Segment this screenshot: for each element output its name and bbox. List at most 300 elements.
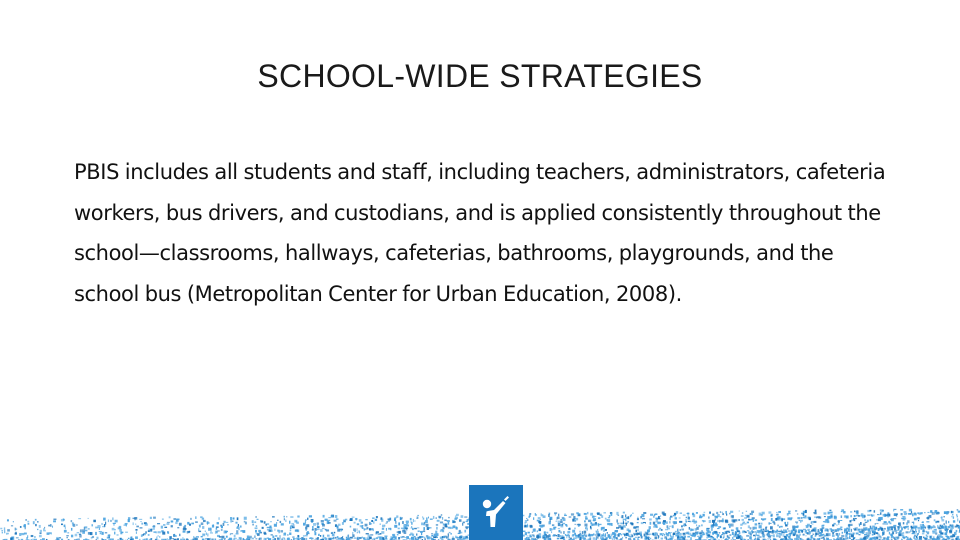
band-speck bbox=[888, 514, 889, 517]
band-speck bbox=[876, 523, 878, 524]
band-speck bbox=[904, 511, 907, 512]
band-speck bbox=[317, 525, 318, 527]
band-speck bbox=[173, 518, 176, 520]
band-speck bbox=[708, 536, 709, 538]
band-speck bbox=[77, 532, 79, 533]
band-speck bbox=[113, 523, 116, 524]
band-speck bbox=[760, 523, 762, 525]
band-speck bbox=[193, 536, 194, 538]
band-speck bbox=[556, 535, 557, 536]
band-speck bbox=[759, 530, 761, 532]
band-speck bbox=[252, 524, 253, 526]
band-speck bbox=[359, 519, 362, 522]
band-speck bbox=[217, 522, 219, 524]
band-speck bbox=[66, 535, 69, 536]
band-speck bbox=[779, 536, 781, 538]
band-speck bbox=[795, 530, 797, 533]
band-speck bbox=[595, 522, 597, 525]
band-speck bbox=[685, 521, 687, 523]
band-speck bbox=[389, 518, 391, 521]
band-speck bbox=[661, 529, 663, 531]
band-speck bbox=[632, 513, 633, 514]
band-speck bbox=[303, 535, 305, 536]
band-speck bbox=[748, 519, 750, 521]
band-speck bbox=[444, 520, 446, 521]
band-speck bbox=[101, 532, 103, 535]
band-speck bbox=[79, 535, 81, 538]
band-speck bbox=[814, 527, 817, 530]
band-speck bbox=[403, 530, 406, 531]
band-speck bbox=[702, 532, 704, 533]
band-speck bbox=[814, 521, 817, 523]
band-speck bbox=[162, 518, 164, 519]
band-speck bbox=[63, 519, 65, 521]
band-speck bbox=[252, 520, 254, 523]
band-speck bbox=[714, 531, 717, 533]
band-speck bbox=[565, 525, 567, 527]
band-speck bbox=[648, 537, 650, 538]
band-speck bbox=[442, 530, 444, 532]
band-speck bbox=[848, 529, 851, 532]
band-speck bbox=[872, 514, 874, 516]
band-speck bbox=[816, 533, 819, 534]
band-speck bbox=[768, 511, 771, 513]
band-speck bbox=[385, 537, 386, 539]
band-speck bbox=[786, 534, 789, 537]
band-speck bbox=[878, 528, 880, 531]
band-speck bbox=[844, 515, 846, 517]
band-speck bbox=[598, 524, 599, 527]
band-speck bbox=[175, 522, 177, 524]
band-speck bbox=[546, 532, 548, 534]
band-speck bbox=[597, 512, 600, 514]
band-speck bbox=[827, 520, 830, 523]
band-speck bbox=[696, 512, 698, 514]
band-speck bbox=[673, 515, 676, 516]
band-speck bbox=[321, 520, 324, 522]
band-speck bbox=[436, 517, 437, 519]
band-speck bbox=[150, 538, 152, 540]
band-speck bbox=[660, 533, 663, 535]
band-speck bbox=[949, 531, 952, 534]
band-speck bbox=[824, 516, 826, 517]
band-speck bbox=[706, 537, 707, 538]
band-speck bbox=[312, 529, 314, 530]
band-speck bbox=[862, 530, 865, 533]
band-speck bbox=[217, 530, 219, 531]
band-speck bbox=[803, 515, 804, 516]
band-speck bbox=[829, 512, 832, 513]
band-speck bbox=[897, 536, 899, 538]
band-speck bbox=[254, 535, 255, 538]
band-speck bbox=[352, 517, 355, 518]
band-speck bbox=[525, 532, 527, 535]
band-speck bbox=[856, 527, 858, 528]
band-speck bbox=[102, 526, 105, 527]
band-speck bbox=[135, 529, 137, 531]
band-speck bbox=[462, 523, 463, 526]
band-speck bbox=[921, 527, 924, 529]
band-speck bbox=[314, 532, 316, 535]
band-speck bbox=[798, 529, 799, 531]
band-speck bbox=[930, 515, 932, 518]
band-speck bbox=[456, 514, 459, 516]
band-speck bbox=[772, 530, 774, 533]
band-speck bbox=[918, 530, 920, 533]
band-speck bbox=[731, 524, 734, 527]
band-speck bbox=[621, 515, 623, 518]
band-speck bbox=[537, 530, 538, 532]
band-speck bbox=[882, 530, 884, 533]
band-speck bbox=[864, 534, 867, 535]
band-speck bbox=[872, 534, 874, 536]
band-speck bbox=[270, 521, 272, 522]
band-speck bbox=[448, 517, 449, 518]
band-speck bbox=[381, 519, 383, 522]
band-speck bbox=[116, 534, 118, 535]
band-speck bbox=[630, 523, 633, 525]
band-speck bbox=[296, 522, 299, 524]
band-speck bbox=[357, 523, 359, 525]
band-speck bbox=[952, 514, 953, 515]
band-speck bbox=[583, 538, 586, 539]
band-speck bbox=[702, 514, 704, 517]
band-speck bbox=[423, 530, 425, 532]
band-speck bbox=[235, 522, 237, 524]
band-speck bbox=[85, 530, 88, 532]
band-speck bbox=[331, 538, 333, 540]
band-speck bbox=[745, 531, 747, 533]
band-speck bbox=[779, 526, 780, 528]
band-speck bbox=[565, 534, 566, 535]
band-speck bbox=[824, 535, 826, 537]
band-speck bbox=[7, 529, 10, 531]
band-speck bbox=[466, 526, 468, 529]
band-speck bbox=[923, 529, 924, 532]
band-speck bbox=[417, 527, 420, 528]
band-speck bbox=[775, 531, 777, 533]
band-speck bbox=[709, 520, 711, 523]
band-speck bbox=[112, 517, 113, 520]
band-speck bbox=[563, 531, 565, 534]
band-speck bbox=[795, 521, 798, 522]
band-speck bbox=[33, 521, 35, 524]
band-speck bbox=[943, 523, 945, 525]
band-speck bbox=[406, 525, 409, 527]
band-speck bbox=[578, 514, 580, 515]
band-speck bbox=[631, 535, 633, 538]
band-speck bbox=[595, 534, 598, 535]
band-speck bbox=[141, 534, 143, 537]
band-speck bbox=[252, 538, 254, 540]
slide-body-text: PBIS includes all students and staff, including teachers, administrators, cafeteria workers, bus drivers, and custodians, and is applied consistently throughout the school—classrooms, hallways, cafeterias, bathrooms, playgrounds, and the school bus (Metropolitan Center for Urban Education, 2008). bbox=[74, 160, 886, 306]
band-speck bbox=[951, 511, 952, 513]
band-speck bbox=[642, 518, 645, 519]
band-speck bbox=[954, 532, 957, 535]
band-speck bbox=[373, 521, 375, 523]
band-speck bbox=[219, 536, 222, 538]
band-speck bbox=[150, 517, 152, 519]
band-speck bbox=[394, 525, 397, 528]
band-speck bbox=[182, 537, 183, 538]
band-speck bbox=[230, 517, 232, 520]
band-speck bbox=[423, 527, 425, 530]
band-speck bbox=[552, 524, 554, 526]
band-speck bbox=[931, 526, 934, 528]
band-speck bbox=[460, 536, 462, 539]
band-speck bbox=[618, 525, 621, 528]
band-speck bbox=[442, 517, 443, 520]
band-speck bbox=[558, 530, 560, 533]
band-speck bbox=[350, 526, 352, 528]
band-speck bbox=[79, 534, 81, 535]
band-speck bbox=[720, 535, 722, 538]
band-speck bbox=[868, 528, 870, 529]
band-speck bbox=[807, 532, 809, 534]
band-speck bbox=[758, 523, 760, 525]
band-speck bbox=[930, 536, 931, 537]
band-speck bbox=[882, 523, 885, 524]
band-speck bbox=[742, 512, 743, 513]
band-speck bbox=[616, 512, 618, 515]
band-speck bbox=[256, 533, 258, 535]
band-speck bbox=[722, 513, 724, 515]
band-speck bbox=[161, 526, 163, 529]
band-speck bbox=[557, 538, 560, 540]
band-speck bbox=[723, 535, 724, 538]
band-speck bbox=[158, 531, 161, 533]
band-speck bbox=[48, 525, 50, 527]
band-speck bbox=[409, 534, 411, 536]
band-speck bbox=[713, 523, 714, 525]
band-speck bbox=[810, 525, 812, 528]
band-speck bbox=[664, 534, 665, 536]
band-speck bbox=[617, 523, 619, 525]
band-speck bbox=[879, 536, 882, 538]
band-speck bbox=[202, 533, 205, 536]
band-speck bbox=[819, 533, 821, 534]
band-speck bbox=[922, 522, 924, 523]
band-speck bbox=[174, 535, 177, 536]
band-speck bbox=[851, 529, 852, 532]
band-speck bbox=[115, 520, 118, 523]
band-speck bbox=[317, 522, 319, 524]
band-speck bbox=[414, 528, 417, 529]
band-speck bbox=[188, 531, 190, 533]
band-speck bbox=[392, 537, 393, 539]
band-speck bbox=[352, 534, 354, 537]
band-speck bbox=[898, 523, 901, 525]
band-speck bbox=[637, 522, 639, 523]
band-speck bbox=[643, 512, 646, 514]
band-speck bbox=[855, 518, 857, 519]
band-speck bbox=[635, 530, 636, 532]
band-speck bbox=[99, 528, 100, 530]
band-speck bbox=[354, 537, 357, 538]
band-speck bbox=[266, 523, 269, 524]
band-speck bbox=[777, 533, 780, 534]
band-speck bbox=[795, 510, 797, 511]
band-speck bbox=[198, 531, 201, 532]
band-speck bbox=[755, 523, 758, 525]
band-speck bbox=[838, 523, 839, 525]
band-speck bbox=[715, 518, 716, 520]
band-speck bbox=[392, 534, 395, 536]
band-speck bbox=[303, 523, 306, 526]
band-speck bbox=[39, 535, 42, 537]
band-speck bbox=[846, 516, 849, 519]
band-speck bbox=[937, 525, 938, 528]
band-speck bbox=[354, 530, 355, 532]
band-speck bbox=[683, 533, 685, 535]
band-speck bbox=[620, 523, 623, 525]
band-speck bbox=[207, 533, 208, 536]
band-speck bbox=[436, 527, 437, 530]
band-speck bbox=[653, 522, 655, 525]
band-speck bbox=[623, 519, 624, 522]
band-speck bbox=[851, 520, 853, 521]
band-speck bbox=[762, 512, 765, 515]
band-speck bbox=[573, 538, 576, 539]
band-speck bbox=[110, 520, 111, 522]
band-speck bbox=[884, 528, 886, 530]
band-speck bbox=[696, 527, 698, 530]
band-speck bbox=[550, 519, 551, 522]
band-speck bbox=[400, 537, 402, 538]
band-speck bbox=[801, 517, 802, 519]
band-speck bbox=[449, 532, 451, 533]
band-speck bbox=[831, 529, 833, 530]
band-speck bbox=[318, 529, 319, 530]
band-speck bbox=[4, 531, 5, 534]
band-speck bbox=[709, 512, 711, 514]
band-speck bbox=[312, 526, 313, 529]
band-speck bbox=[101, 539, 103, 540]
band-speck bbox=[435, 531, 437, 534]
band-speck bbox=[714, 516, 715, 518]
band-speck bbox=[282, 537, 284, 538]
band-speck bbox=[607, 532, 608, 534]
band-speck bbox=[850, 515, 851, 517]
band-speck bbox=[598, 517, 600, 519]
band-speck bbox=[448, 522, 450, 525]
band-speck bbox=[395, 521, 396, 524]
band-speck bbox=[768, 538, 769, 539]
band-speck bbox=[685, 525, 687, 526]
band-speck bbox=[196, 536, 199, 537]
band-speck bbox=[455, 517, 458, 519]
band-speck bbox=[164, 527, 167, 528]
band-speck bbox=[934, 519, 936, 521]
band-speck bbox=[264, 521, 266, 524]
band-speck bbox=[284, 518, 285, 520]
band-speck bbox=[237, 517, 239, 520]
band-speck bbox=[40, 530, 42, 532]
band-speck bbox=[821, 528, 823, 530]
band-speck bbox=[623, 525, 626, 527]
band-speck bbox=[394, 518, 396, 521]
band-speck bbox=[734, 519, 735, 522]
band-speck bbox=[755, 538, 756, 540]
band-speck bbox=[941, 526, 943, 527]
band-speck bbox=[157, 535, 159, 536]
band-speck bbox=[379, 533, 381, 535]
band-speck bbox=[135, 536, 138, 539]
band-speck bbox=[732, 537, 733, 539]
band-speck bbox=[822, 537, 824, 539]
band-speck bbox=[686, 517, 687, 518]
band-speck bbox=[119, 526, 122, 529]
band-speck bbox=[234, 538, 237, 540]
band-speck bbox=[655, 536, 658, 539]
band-speck bbox=[789, 533, 792, 534]
band-speck bbox=[357, 532, 358, 534]
band-speck bbox=[20, 526, 22, 528]
band-speck bbox=[135, 518, 136, 521]
band-speck bbox=[26, 519, 27, 521]
band-speck bbox=[588, 534, 591, 536]
band-speck bbox=[687, 512, 689, 515]
band-speck bbox=[670, 532, 672, 533]
band-speck bbox=[347, 538, 349, 539]
band-speck bbox=[71, 528, 72, 531]
band-speck bbox=[136, 526, 139, 528]
band-speck bbox=[148, 529, 149, 531]
band-speck bbox=[723, 533, 725, 535]
band-speck bbox=[564, 513, 565, 514]
band-speck bbox=[76, 524, 78, 525]
band-speck bbox=[906, 522, 908, 525]
band-speck bbox=[139, 519, 142, 520]
band-speck bbox=[788, 530, 791, 531]
band-speck bbox=[911, 526, 913, 528]
band-speck bbox=[593, 537, 595, 540]
band-speck bbox=[866, 532, 869, 534]
band-speck bbox=[640, 533, 641, 534]
band-speck bbox=[234, 535, 236, 538]
band-speck bbox=[898, 527, 899, 530]
band-speck bbox=[97, 525, 100, 528]
band-speck bbox=[738, 531, 740, 532]
band-speck bbox=[450, 533, 452, 535]
band-speck bbox=[856, 511, 858, 513]
band-speck bbox=[854, 515, 856, 517]
band-speck bbox=[328, 517, 331, 518]
band-speck bbox=[861, 513, 864, 515]
band-speck bbox=[355, 518, 357, 520]
band-speck bbox=[623, 526, 626, 527]
band-speck bbox=[880, 509, 882, 511]
band-speck bbox=[797, 517, 800, 519]
band-speck bbox=[945, 532, 947, 535]
band-speck bbox=[431, 535, 433, 536]
band-speck bbox=[400, 518, 402, 520]
band-speck bbox=[363, 537, 365, 538]
band-speck bbox=[313, 523, 316, 526]
band-speck bbox=[398, 528, 400, 530]
band-speck bbox=[663, 522, 665, 525]
band-speck bbox=[148, 530, 150, 532]
band-speck bbox=[328, 522, 330, 523]
band-speck bbox=[765, 527, 767, 530]
band-speck bbox=[917, 527, 920, 529]
band-speck bbox=[878, 517, 879, 519]
band-speck bbox=[153, 525, 155, 526]
band-speck bbox=[953, 535, 955, 537]
band-speck bbox=[948, 538, 950, 540]
band-speck bbox=[557, 517, 560, 520]
band-speck bbox=[770, 526, 773, 529]
